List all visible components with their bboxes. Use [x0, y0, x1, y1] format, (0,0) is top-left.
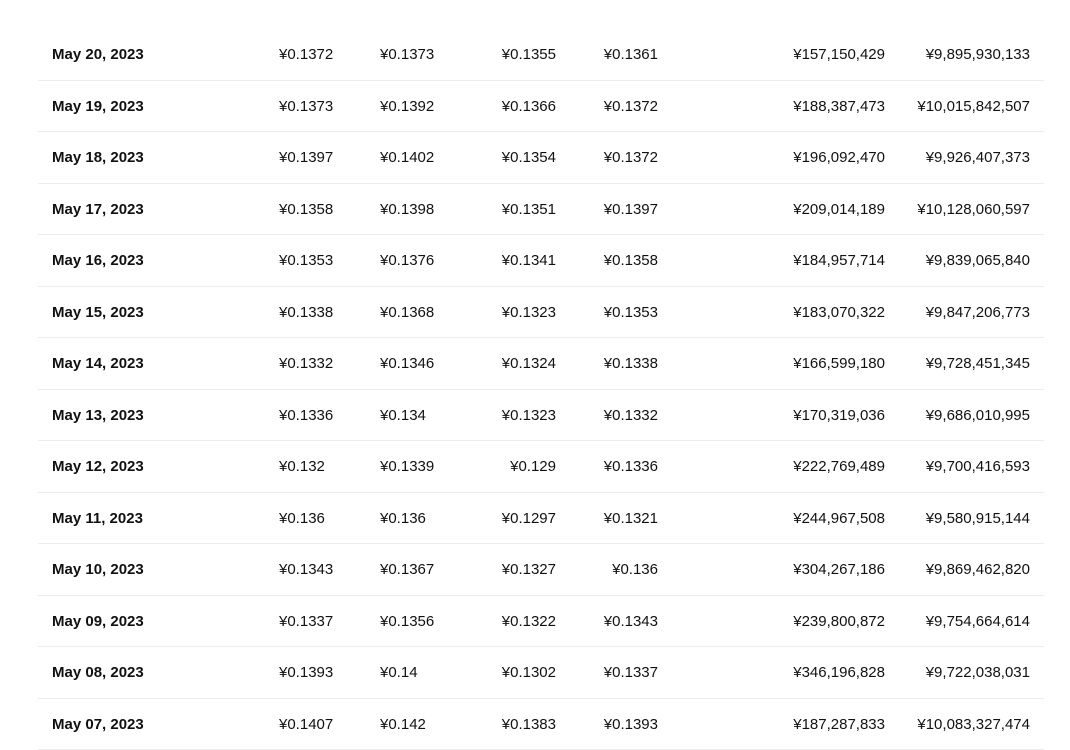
high-price-cell: ¥0.1376 [380, 235, 434, 287]
table-row [38, 184, 1044, 236]
high-price-cell: ¥0.14 [380, 647, 418, 699]
close-price-cell: ¥0.1353 [604, 287, 658, 339]
high-price-cell: ¥0.1398 [380, 184, 434, 236]
date-cell: May 13, 2023 [52, 390, 144, 442]
low-price-cell: ¥0.1341 [502, 235, 556, 287]
close-price-cell: ¥0.1372 [604, 81, 658, 133]
market-cap-cell: ¥9,869,462,820 [926, 544, 1030, 596]
volume-cell: ¥170,319,036 [793, 390, 885, 442]
volume-cell: ¥222,769,489 [793, 441, 885, 493]
open-price-cell: ¥0.1372 [279, 29, 333, 81]
close-price-cell: ¥0.1358 [604, 235, 658, 287]
date-cell: May 08, 2023 [52, 647, 144, 699]
date-cell: May 17, 2023 [52, 184, 144, 236]
high-price-cell: ¥0.1339 [380, 441, 434, 493]
close-price-cell: ¥0.1372 [604, 132, 658, 184]
low-price-cell: ¥0.1327 [502, 544, 556, 596]
close-price-cell: ¥0.1361 [604, 29, 658, 81]
volume-cell: ¥183,070,322 [793, 287, 885, 339]
date-cell: May 19, 2023 [52, 81, 144, 133]
historical-data-table [38, 29, 1044, 750]
high-price-cell: ¥0.134 [380, 390, 426, 442]
low-price-cell: ¥0.1297 [502, 493, 556, 545]
market-cap-cell: ¥9,895,930,133 [926, 29, 1030, 81]
market-cap-cell: ¥9,728,451,345 [926, 338, 1030, 390]
high-price-cell: ¥0.1392 [380, 81, 434, 133]
volume-cell: ¥188,387,473 [793, 81, 885, 133]
open-price-cell: ¥0.1407 [279, 699, 333, 750]
high-price-cell: ¥0.1373 [380, 29, 434, 81]
close-price-cell: ¥0.136 [612, 544, 658, 596]
low-price-cell: ¥0.1323 [502, 287, 556, 339]
market-cap-cell: ¥9,686,010,995 [926, 390, 1030, 442]
close-price-cell: ¥0.1393 [604, 699, 658, 750]
open-price-cell: ¥0.1336 [279, 390, 333, 442]
market-cap-cell: ¥9,580,915,144 [926, 493, 1030, 545]
volume-cell: ¥196,092,470 [793, 132, 885, 184]
high-price-cell: ¥0.1346 [380, 338, 434, 390]
table-row [38, 544, 1044, 596]
low-price-cell: ¥0.1354 [502, 132, 556, 184]
open-price-cell: ¥0.1343 [279, 544, 333, 596]
open-price-cell: ¥0.1353 [279, 235, 333, 287]
volume-cell: ¥244,967,508 [793, 493, 885, 545]
low-price-cell: ¥0.1322 [502, 596, 556, 648]
open-price-cell: ¥0.1373 [279, 81, 333, 133]
table-row [38, 29, 1044, 81]
open-price-cell: ¥0.1332 [279, 338, 333, 390]
volume-cell: ¥209,014,189 [793, 184, 885, 236]
volume-cell: ¥187,287,833 [793, 699, 885, 750]
high-price-cell: ¥0.1368 [380, 287, 434, 339]
low-price-cell: ¥0.1366 [502, 81, 556, 133]
open-price-cell: ¥0.1393 [279, 647, 333, 699]
volume-cell: ¥166,599,180 [793, 338, 885, 390]
date-cell: May 20, 2023 [52, 29, 144, 81]
table-row [38, 596, 1044, 648]
date-cell: May 15, 2023 [52, 287, 144, 339]
close-price-cell: ¥0.1321 [604, 493, 658, 545]
market-cap-cell: ¥9,754,664,614 [926, 596, 1030, 648]
low-price-cell: ¥0.1351 [502, 184, 556, 236]
low-price-cell: ¥0.1302 [502, 647, 556, 699]
volume-cell: ¥184,957,714 [793, 235, 885, 287]
market-cap-cell: ¥10,015,842,507 [917, 81, 1030, 133]
open-price-cell: ¥0.136 [279, 493, 325, 545]
table-row [38, 699, 1044, 750]
low-price-cell: ¥0.1355 [502, 29, 556, 81]
close-price-cell: ¥0.1343 [604, 596, 658, 648]
volume-cell: ¥304,267,186 [793, 544, 885, 596]
date-cell: May 14, 2023 [52, 338, 144, 390]
close-price-cell: ¥0.1338 [604, 338, 658, 390]
market-cap-cell: ¥9,839,065,840 [926, 235, 1030, 287]
table-row [38, 81, 1044, 133]
table-row [38, 390, 1044, 442]
low-price-cell: ¥0.129 [510, 441, 556, 493]
table-row [38, 235, 1044, 287]
date-cell: May 07, 2023 [52, 699, 144, 750]
high-price-cell: ¥0.1367 [380, 544, 434, 596]
table-row [38, 132, 1044, 184]
market-cap-cell: ¥10,128,060,597 [917, 184, 1030, 236]
market-cap-cell: ¥9,722,038,031 [926, 647, 1030, 699]
high-price-cell: ¥0.136 [380, 493, 426, 545]
open-price-cell: ¥0.1338 [279, 287, 333, 339]
market-cap-cell: ¥9,847,206,773 [926, 287, 1030, 339]
volume-cell: ¥239,800,872 [793, 596, 885, 648]
market-cap-cell: ¥10,083,327,474 [917, 699, 1030, 750]
table-row [38, 338, 1044, 390]
close-price-cell: ¥0.1332 [604, 390, 658, 442]
date-cell: May 10, 2023 [52, 544, 144, 596]
close-price-cell: ¥0.1337 [604, 647, 658, 699]
open-price-cell: ¥0.1397 [279, 132, 333, 184]
open-price-cell: ¥0.132 [279, 441, 325, 493]
table-row [38, 493, 1044, 545]
close-price-cell: ¥0.1336 [604, 441, 658, 493]
date-cell: May 09, 2023 [52, 596, 144, 648]
high-price-cell: ¥0.1402 [380, 132, 434, 184]
date-cell: May 12, 2023 [52, 441, 144, 493]
date-cell: May 11, 2023 [52, 493, 143, 545]
market-cap-cell: ¥9,926,407,373 [926, 132, 1030, 184]
low-price-cell: ¥0.1323 [502, 390, 556, 442]
open-price-cell: ¥0.1337 [279, 596, 333, 648]
table-row [38, 647, 1044, 699]
volume-cell: ¥346,196,828 [793, 647, 885, 699]
date-cell: May 18, 2023 [52, 132, 144, 184]
volume-cell: ¥157,150,429 [793, 29, 885, 81]
low-price-cell: ¥0.1383 [502, 699, 556, 750]
high-price-cell: ¥0.142 [380, 699, 426, 750]
table-row [38, 287, 1044, 339]
low-price-cell: ¥0.1324 [502, 338, 556, 390]
open-price-cell: ¥0.1358 [279, 184, 333, 236]
high-price-cell: ¥0.1356 [380, 596, 434, 648]
close-price-cell: ¥0.1397 [604, 184, 658, 236]
market-cap-cell: ¥9,700,416,593 [926, 441, 1030, 493]
date-cell: May 16, 2023 [52, 235, 144, 287]
table-row [38, 441, 1044, 493]
